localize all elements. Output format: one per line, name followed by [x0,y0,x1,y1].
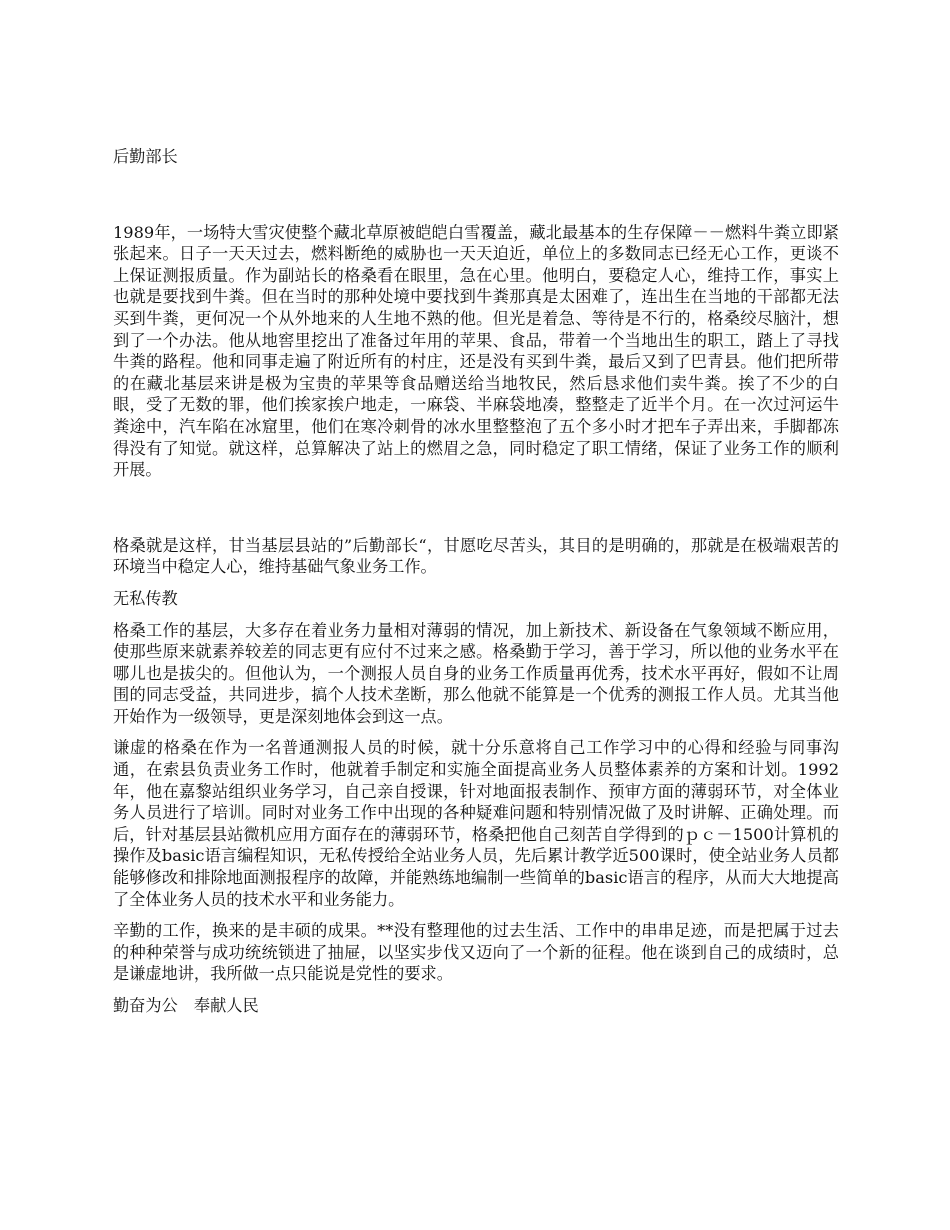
section-heading-logistics-chief: 后勤部长 [113,147,178,166]
paragraph-snow-disaster: 1989年，一场特大雪灾使整个藏北草原被皑皑白雪覆盖，藏北最基本的生存保障－－燃料牛粪立即紧张起来。日子一天天过去，燃料断绝的威胁也一天天迫近，单位上的多数同志已经无心工作，更谈不上保证测报质量。作为副站长的格桑看在眼里，急在心里。他明白，要稳定人心，维持工作，事实上也就是要找到牛粪。但在当时的那种处境中要找到牛粪那真是太困难了，连出生在当地的干部都无法买到牛粪，更何况一个从外地来的人生地不熟的他。但光是着急、等待是不行的，格桑绞尽脑汁，想到了一个办法。他从地窖里挖出了准备过年用的苹果、食品，带着一个当地出生的职工，踏上了寻找牛粪的路程。他和同事走遍了附近所有的村庄，还是没有买到牛粪，最后又到了巴青县。他们把所带的在藏北基层来讲是极为宝贵的苹果等食品赠送给当地牧民，然后恳求他们卖牛粪。挨了不少的白眼，受了无数的罪，他们挨家挨户地走，一麻袋、半麻袋地凑，整整走了近半个月。在一次过河运牛粪途中，汽车陷在冰窟里，他们在寒冷刺骨的冰水里整整泡了五个多小时才把车子弄出来，手脚都冻得没有了知觉。就这样，总算解决了站上的燃眉之急，同时稳定了职工情绪，保证了业务工作的顺利开展。 [113,222,839,480]
paragraph-training-program: 谦虚的格桑在作为一名普通测报人员的时候，就十分乐意将自己工作学习中的心得和经验与同事沟通，在索县负责业务工作时，他就着手制定和实施全面提高业务人员整体素养的方案和计划。1992年，他在嘉黎站组织业务学习，自己亲自授课，针对地面报表制作、预审方面的薄弱环节，对全体业务人员进行了培训。同时对业务工作中出现的各种疑难问题和特别情况做了及时讲解、正确处理。而后，针对基层县站微机应用方面存在的薄弱环节，格桑把他自己刻苦自学得到的ｐｃ－1500计算机的操作及basic语言编程知识，无私传授给全站业务人员，先后累计教学近500课时，使全站业务人员都能够修改和排除地面测报程序的故障，并能熟练地编制一些简单的basic语言的程序，从而大大地提高了全体业务人员的技术水平和业务能力。 [113,738,839,909]
paragraph-grassroots-learning: 格桑工作的基层，大多存在着业务力量相对薄弱的情况，加上新技术、新设备在气象领域不断应用，使那些原来就素养较差的同志更有应付不过来之感。格桑勤于学习，善于学习，所以他的业务水平在哪儿也是拔尖的。但他认为，一个测报人员自身的业务工作质量再优秀，技术水平再好，假如不让周围的同志受益，共同进步，搞个人技术垄断，那么他就不能算是一个优秀的测报工作人员。尤其当他开始作为一级领导，更是深刻地体会到这一点。 [113,620,839,726]
section-heading-diligence-dedication: 勤奋为公 奉献人民 [113,996,259,1015]
section-heading-selfless-teaching: 无私传教 [113,588,178,608]
paragraph-achievements: 辛勤的工作，换来的是丰硕的成果。**没有整理他的过去生活、工作中的串串足迹，而是把属于过去的种种荣誉与成功统统锁进了抽屉，以坚实步伐又迈向了一个新的征程。他在谈到自己的成绩时，总是谦虚地讲，我所做一点只能说是党性的要求。 [113,921,839,984]
document-page [113,146,839,1017]
paragraph-logistics-summary: 格桑就是这样，甘当基层县站的”后勤部长“，甘愿吃尽苦头，其目的是明确的，那就是在极端艰苦的环境当中稳定人心，维持基础气象业务工作。 [113,535,839,577]
